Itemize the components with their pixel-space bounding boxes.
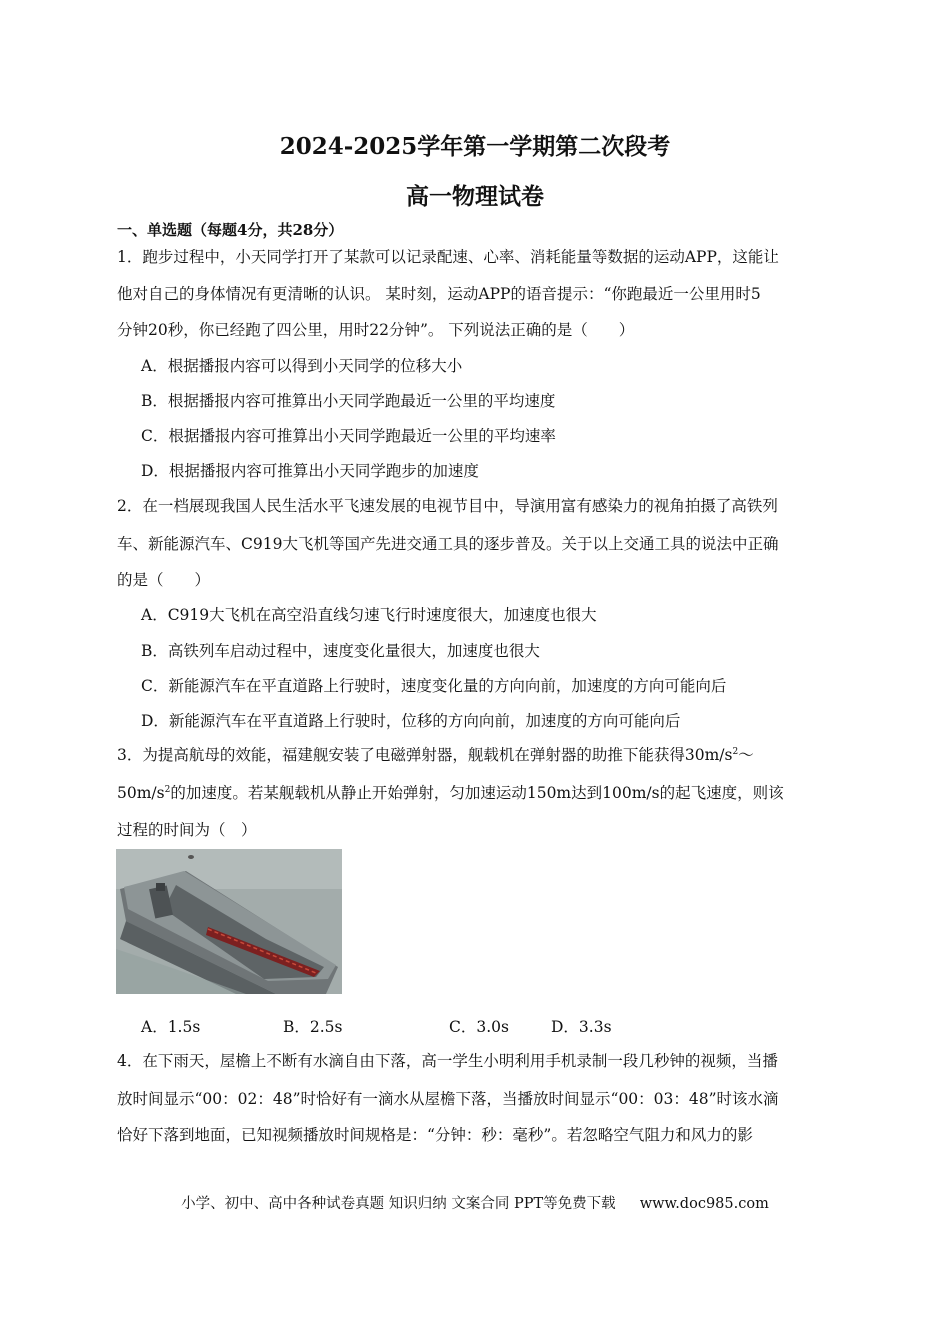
q1-option-a: A．根据播报内容可以得到小天同学的位移大小 — [141, 357, 463, 375]
q3-line-2-sup: 2 — [164, 784, 171, 795]
q1-line-1: 1．跑步过程中，小天同学打开了某款可以记录配速、心率、消耗能量等数据的运动APP，这能让 — [117, 248, 779, 266]
q1-option-b: B．根据播报内容可推算出小天同学跑最近一公里的平均速度 — [141, 392, 556, 410]
exam-title-line2: 高一物理试卷 — [406, 183, 544, 210]
q3-line-3: 过程的时间为（ ） — [117, 821, 257, 839]
aircraft-carrier-illustration — [116, 849, 342, 994]
footer-site-link[interactable]: www.doc985.com — [639, 1196, 769, 1212]
q3-line-2 — [117, 781, 784, 803]
footer-text: 小学、初中、高中各种试卷真题 知识归纳 文案合同 PPT等免费下载 — [181, 1196, 616, 1212]
q4-line-3: 恰好下落到地面，已知视频播放时间规格是：“分钟：秒：毫秒”。若忽略空气阻力和风力的影 — [117, 1126, 753, 1144]
q3-option-b: B．2.5s — [283, 1018, 343, 1036]
q3-line-2-start: 50m/s — [117, 784, 165, 802]
q3-line-2-rest: 的加速度。若某舰载机从静止开始弹射，匀加速运动150m达到100m/s的起飞速度，则该 — [170, 784, 784, 802]
q3-option-c: C．3.0s — [449, 1018, 509, 1036]
q2-line-1: 2．在一档展现我国人民生活水平飞速发展的电视节目中，导演用富有感染力的视角拍摄了高铁列 — [117, 497, 778, 515]
q2-line-2: 车、新能源汽车、C919大飞机等国产先进交通工具的逐步普及。关于以上交通工具的说法中正确 — [117, 535, 779, 553]
q3-option-d: D．3.3s — [551, 1018, 612, 1036]
exam-title-line1: 2024-2025学年第一学期第二次段考 — [279, 133, 671, 160]
section-heading-single-choice: 一、单选题（每题4分，共28分） — [117, 221, 344, 239]
q1-option-d: D．根据播报内容可推算出小天同学跑步的加速度 — [141, 462, 479, 480]
q3-line-1 — [117, 743, 754, 765]
q1-line-2: 他对自己的身体情况有更清晰的认识。 某时刻，运动APP的语音提示：“你跑最近一公里用时5 — [117, 285, 761, 303]
q2-line-3: 的是（ ） — [117, 571, 211, 589]
q3-line-1-text: 3．为提高航母的效能，福建舰安装了电磁弹射器，舰载机在弹射器的助推下能获得30m/s — [117, 746, 733, 764]
q2-option-b: B．高铁列车启动过程中，速度变化量很大，加速度也很大 — [141, 642, 540, 660]
q2-option-c: C．新能源汽车在平直道路上行驶时，速度变化量的方向向前，加速度的方向可能向后 — [141, 677, 727, 695]
q1-option-c: C．根据播报内容可推算出小天同学跑最近一公里的平均速率 — [141, 427, 556, 445]
q1-line-3: 分钟20秒，你已经跑了四公里，用时22分钟”。 下列说法正确的是（ ） — [117, 321, 635, 339]
q4-line-2: 放时间显示“00：02：48”时恰好有一滴水从屋檐下落，当播放时间显示“00：03：48”时该水滴 — [117, 1090, 779, 1108]
page-footer — [0, 1192, 950, 1213]
q3-line-1-end: ～ — [738, 746, 754, 764]
q3-option-a: A．1.5s — [141, 1018, 201, 1036]
aircraft-carrier-photo — [116, 849, 342, 994]
q2-option-d: D．新能源汽车在平直道路上行驶时，位移的方向向前，加速度的方向可能向后 — [141, 712, 681, 730]
q2-option-a: A．C919大飞机在高空沿直线匀速飞行时速度很大，加速度也很大 — [141, 606, 597, 624]
q4-line-1: 4．在下雨天，屋檐上不断有水滴自由下落，高一学生小明利用手机录制一段几秒钟的视频，当播 — [117, 1052, 778, 1070]
q3-line-1-sup: 2 — [732, 746, 739, 757]
